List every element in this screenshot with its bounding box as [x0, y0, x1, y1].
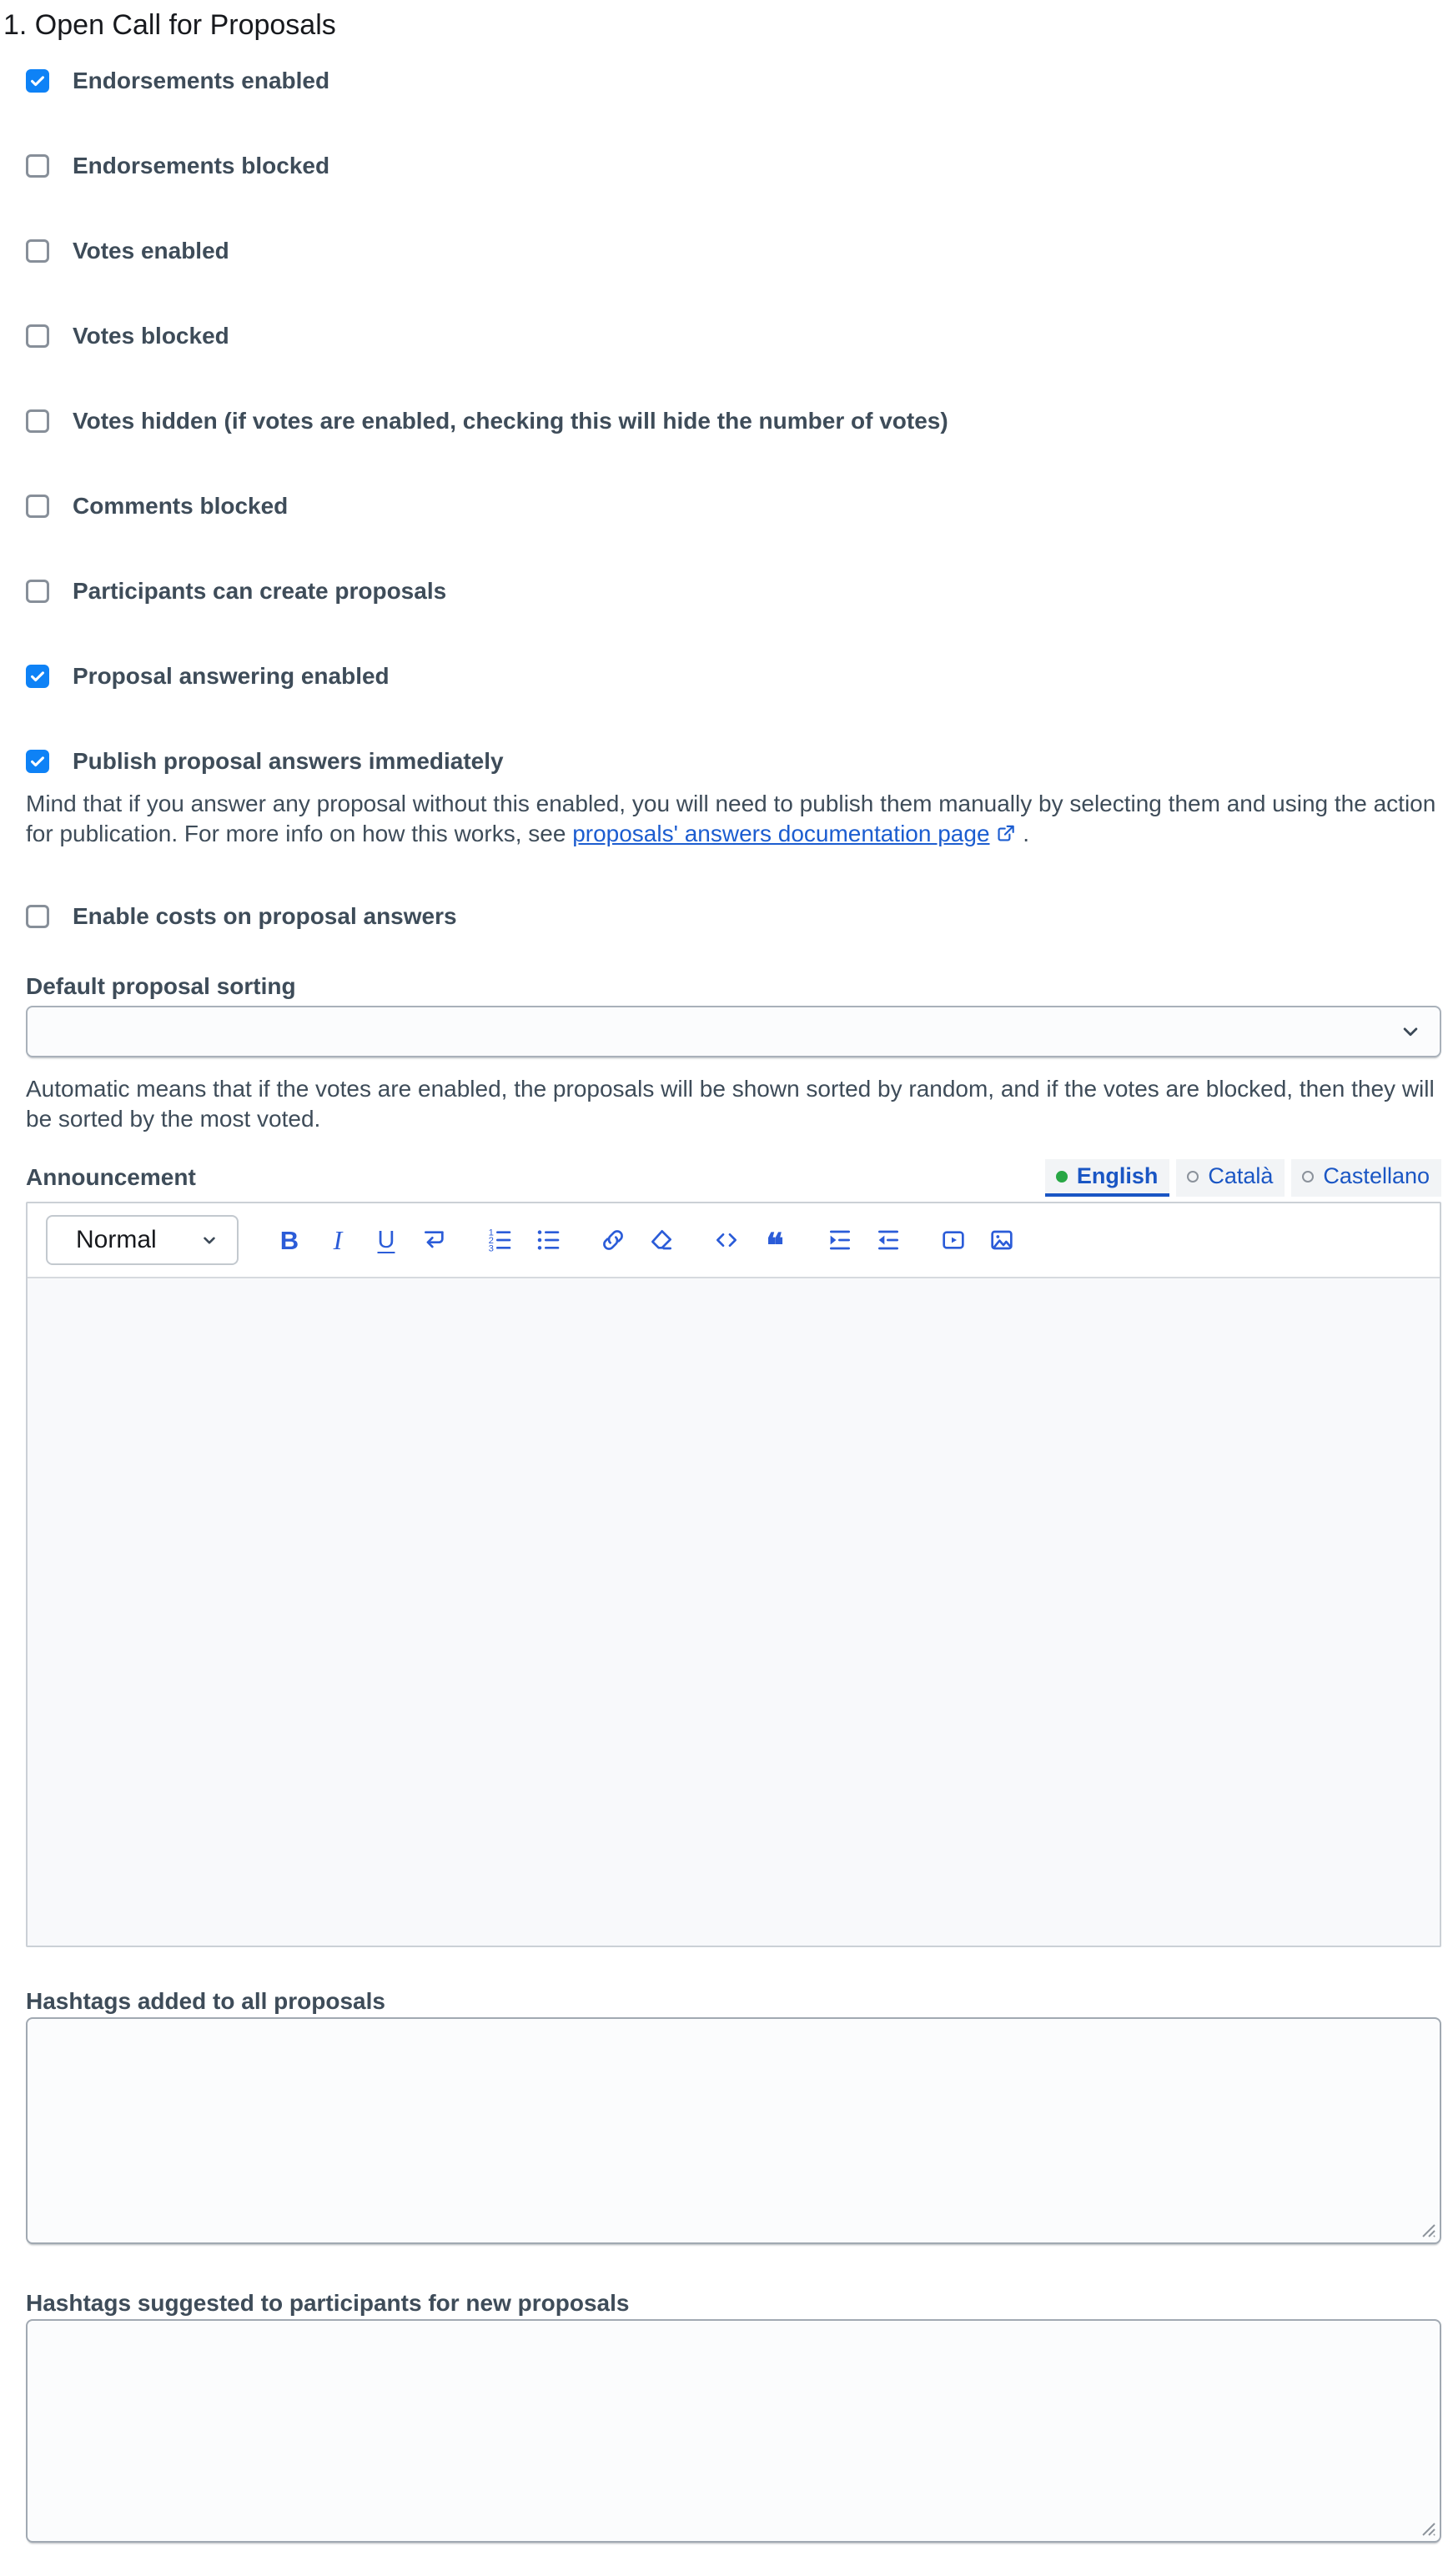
- underline-icon[interactable]: U: [372, 1225, 400, 1255]
- language-tab-catala[interactable]: [1176, 1159, 1285, 1197]
- checkbox-row-comments-blocked[interactable]: [26, 492, 1448, 520]
- tab-label: English: [1076, 1163, 1159, 1188]
- announcement-header: [26, 1159, 1441, 1197]
- link-icon[interactable]: [599, 1225, 627, 1255]
- checkbox[interactable]: [26, 665, 49, 688]
- checkbox-row-votes-enabled[interactable]: [26, 237, 1448, 265]
- checkbox[interactable]: [26, 69, 49, 93]
- tab-state-dot-icon: [1187, 1171, 1199, 1183]
- checkbox[interactable]: [26, 324, 49, 348]
- checkbox-row-publish-answers[interactable]: [26, 747, 1448, 776]
- line-break-icon[interactable]: [420, 1225, 449, 1255]
- checkbox-label: Votes enabled: [73, 238, 229, 264]
- bullet-list-icon[interactable]: [534, 1225, 562, 1255]
- format-selector[interactable]: [46, 1215, 239, 1265]
- bold-icon[interactable]: B: [275, 1225, 304, 1255]
- blockquote-icon[interactable]: ❝: [761, 1225, 789, 1255]
- default-proposal-sorting-select[interactable]: [26, 1006, 1441, 1057]
- editor-content-area[interactable]: [28, 1278, 1440, 1946]
- help-text-after: .: [1016, 821, 1030, 846]
- checkbox-row-proposal-answering[interactable]: [26, 662, 1448, 690]
- announcement-label: Announcement: [26, 1164, 196, 1190]
- ordered-list-icon[interactable]: [485, 1225, 514, 1255]
- hashtags-added-wrap: [26, 2017, 1441, 2244]
- publish-answers-help-text: [26, 789, 1437, 849]
- sorting-select-wrap: [26, 1006, 1441, 1057]
- page-title: 1. Open Call for Proposals: [3, 9, 336, 41]
- settings-checkbox-list: [0, 67, 1448, 776]
- language-tab-castellano[interactable]: [1291, 1159, 1441, 1197]
- italic-icon[interactable]: I: [324, 1225, 352, 1255]
- documentation-link[interactable]: proposals' answers documentation page: [572, 821, 990, 846]
- checkbox[interactable]: [26, 905, 49, 928]
- checkbox-label: Enable costs on proposal answers: [73, 903, 457, 929]
- svg-text:2: 2: [488, 1236, 494, 1246]
- hashtags-suggested-textarea[interactable]: [26, 2319, 1441, 2543]
- language-tab-english[interactable]: [1045, 1159, 1170, 1197]
- clear-format-icon[interactable]: [647, 1225, 676, 1255]
- checkbox[interactable]: [26, 239, 49, 263]
- tab-state-dot-icon: [1056, 1171, 1068, 1183]
- checkbox-row-participants-create[interactable]: [26, 577, 1448, 605]
- sorting-help-text: Automatic means that if the votes are enabled, the proposals will be shown sorted by random, and if the votes are blocked, then they will be sorted by the most voted.: [26, 1076, 1435, 1132]
- outdent-icon[interactable]: [874, 1225, 902, 1255]
- checkbox-row-enable-costs[interactable]: [26, 902, 1448, 931]
- format-selector-value: Normal: [76, 1226, 157, 1253]
- checkbox[interactable]: [26, 750, 49, 773]
- tab-state-dot-icon: [1302, 1171, 1314, 1183]
- checkbox[interactable]: [26, 409, 49, 433]
- svg-text:1: 1: [488, 1228, 494, 1238]
- hashtags-suggested-label: Hashtags suggested to participants for new proposals: [26, 2290, 630, 2316]
- checkbox-label: Votes hidden (if votes are enabled, checking this will hide the number of votes): [73, 408, 948, 434]
- toolbar-group-text-style: [275, 1225, 449, 1255]
- hashtags-suggested-wrap: [26, 2319, 1441, 2543]
- indent-icon[interactable]: [826, 1225, 854, 1255]
- checkbox-label: Endorsements enabled: [73, 68, 330, 93]
- checkbox-label: Publish proposal answers immediately: [73, 748, 504, 774]
- checkbox-row-votes-hidden[interactable]: [26, 407, 1448, 435]
- image-icon[interactable]: [988, 1225, 1016, 1255]
- checkbox[interactable]: [26, 495, 49, 518]
- toolbar-group-indent: [826, 1225, 902, 1255]
- checkbox-label: Participants can create proposals: [73, 578, 447, 604]
- checkbox-label: Proposal answering enabled: [73, 663, 390, 689]
- tab-label: Català: [1208, 1163, 1274, 1188]
- language-tabs: [1045, 1159, 1441, 1197]
- video-icon[interactable]: [939, 1225, 968, 1255]
- checkbox[interactable]: [26, 580, 49, 603]
- checkbox[interactable]: [26, 154, 49, 178]
- toolbar-group-media: [939, 1225, 1016, 1255]
- help-text-before: Mind that if you answer any proposal without this enabled, you will need to publish them manually by selecting them and using the action for publication. For more info on how this works, see: [26, 791, 1436, 846]
- hashtags-added-textarea[interactable]: [26, 2017, 1441, 2244]
- hashtags-added-label: Hashtags added to all proposals: [26, 1988, 385, 2014]
- checkbox-label: Comments blocked: [73, 493, 289, 519]
- toolbar-group-lists: [485, 1225, 562, 1255]
- toolbar-group-code-quote: [712, 1225, 789, 1264]
- tab-label: Castellano: [1323, 1163, 1430, 1188]
- checkbox-row-votes-blocked[interactable]: [26, 322, 1448, 350]
- toolbar-group-link: [599, 1225, 676, 1255]
- announcement-rich-text-editor: [26, 1202, 1441, 1947]
- chevron-down-icon: [199, 1229, 220, 1251]
- code-icon[interactable]: [712, 1225, 741, 1255]
- checkbox-label: Endorsements blocked: [73, 153, 330, 178]
- editor-toolbar: [28, 1203, 1440, 1278]
- svg-text:3: 3: [488, 1243, 494, 1253]
- checkbox-label: Votes blocked: [73, 323, 229, 349]
- sorting-field-label: Default proposal sorting: [26, 973, 296, 999]
- checkbox-row-endorsements-enabled[interactable]: [26, 67, 1448, 95]
- checkbox-row-endorsements-blocked[interactable]: [26, 152, 1448, 180]
- external-link-icon: [995, 822, 1017, 844]
